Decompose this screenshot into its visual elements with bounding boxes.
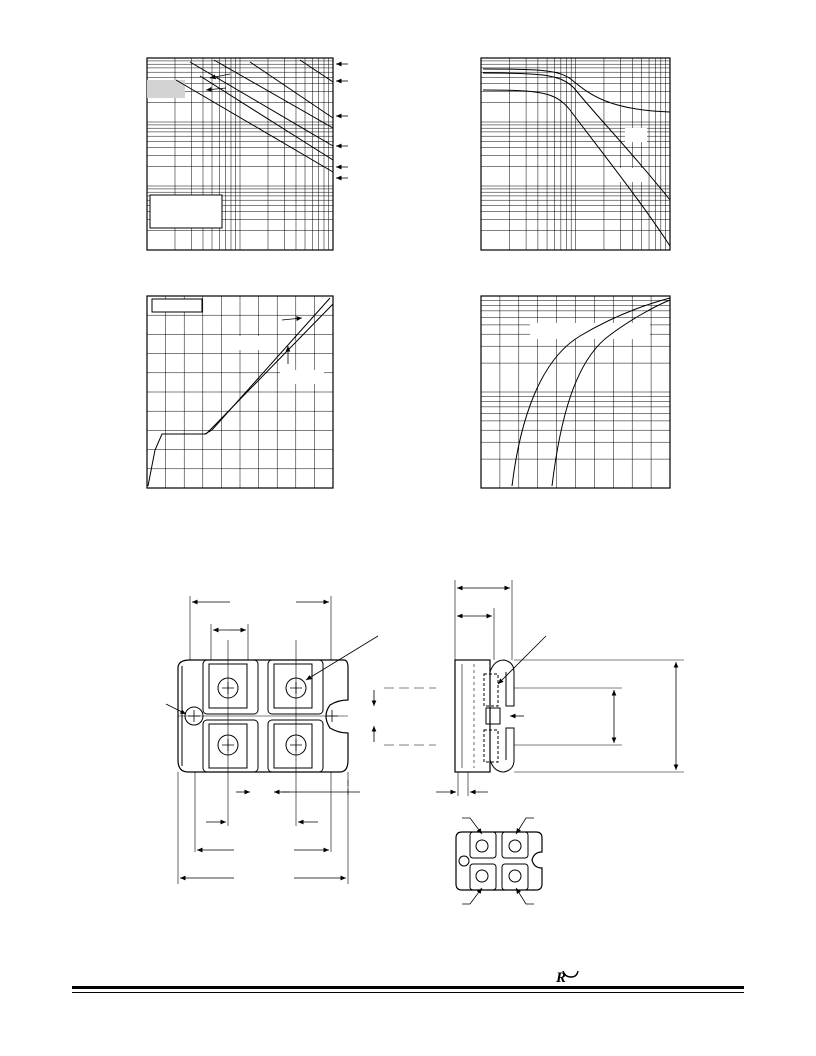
screw-hole: [476, 840, 488, 852]
screw-hole: [476, 870, 488, 882]
package-top-view: [166, 596, 436, 884]
shaded-label-region: [147, 80, 185, 98]
dimension-arrows: [436, 588, 676, 792]
leader-arrow: [166, 704, 186, 714]
series-line-4: [176, 80, 333, 172]
figure-top-right: [481, 58, 670, 250]
terminal-pad: [502, 832, 528, 858]
dimension-arrows: [166, 602, 378, 878]
legend-box: [152, 299, 202, 312]
side-body: [455, 660, 490, 772]
leader-arrow: [306, 636, 378, 680]
footer-rule-thin: [72, 992, 744, 993]
grid-lines: [147, 296, 333, 488]
side-terminal-lower: [490, 728, 514, 772]
center-notch: [486, 708, 500, 724]
label-mask: [530, 323, 650, 339]
characteristic-lines: [176, 60, 333, 172]
terminal-screws: [185, 678, 338, 755]
ur-recognized-component-mark-icon: R: [556, 970, 567, 986]
screw-hole: [509, 840, 521, 852]
terminal-pad: [470, 864, 496, 890]
terminal-insert: [484, 674, 498, 706]
terminal-leaders: [462, 818, 534, 904]
label-mask: [225, 336, 273, 350]
package-small-view: [456, 818, 542, 904]
package-side-view: [436, 580, 684, 796]
terminal-pad: [268, 660, 323, 714]
series-line-6: [250, 62, 333, 118]
footer-rule-thick: [72, 986, 744, 989]
figure-bottom-left: [147, 296, 333, 488]
terminal-pad: [203, 720, 258, 772]
center-lines: [178, 596, 436, 884]
pointer-arrows: [206, 64, 348, 178]
terminal-pad: [470, 832, 496, 858]
figure-bottom-right: [481, 296, 670, 488]
side-dimension-lines: [455, 580, 684, 796]
terminal-pad: [502, 864, 528, 890]
footer: [72, 970, 744, 993]
mounting-hole: [459, 856, 469, 866]
grid-lines: [481, 58, 670, 250]
pointer-arrow: [282, 318, 302, 320]
terminal-insert: [484, 730, 498, 762]
pointer-arrow: [206, 88, 226, 90]
label-mask: [625, 128, 647, 142]
terminal-pad: [203, 660, 258, 714]
terminal-pad: [268, 720, 323, 772]
screw-hole: [509, 870, 521, 882]
side-terminal-upper: [490, 660, 514, 706]
figure-top-left: [147, 58, 348, 250]
label-mask: [280, 370, 324, 384]
legend-box: [150, 195, 222, 228]
